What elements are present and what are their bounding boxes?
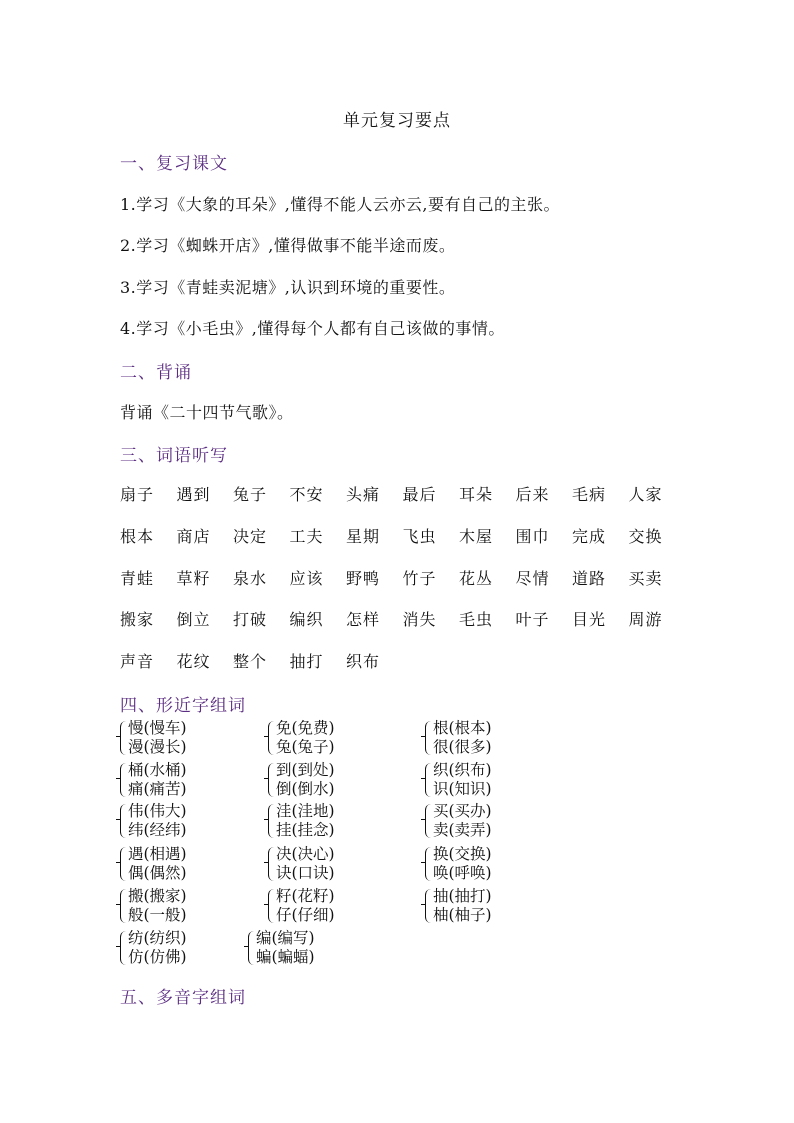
vocab-word: 叶子 [515,610,550,629]
char-pair [120,929,187,967]
char-pair [120,887,187,925]
section-heading-similar-chars: 四、形近字组词 [120,696,246,716]
vocab-word: 怎样 [346,610,381,629]
char-word: 遇(相遇) [128,845,187,863]
section-heading-polyphones: 五、多音字组词 [120,988,246,1008]
char-pair [120,719,187,757]
char-word: 挂(挂念) [276,821,335,839]
char-word: 仿(仿佛) [128,948,187,966]
vocab-word: 青蛙 [120,569,155,588]
char-pair [268,719,335,757]
vocab-word: 野鸭 [346,569,381,588]
vocab-word: 耳朵 [459,485,494,504]
char-pair [248,929,315,967]
brace-mark [425,763,431,797]
brace-mark [120,763,126,797]
review-item-4: 4.学习《小毛虫》,懂得每个人都有自己该做的事情。 [120,319,505,338]
vocab-word: 织布 [346,652,381,671]
vocab-word: 泉水 [233,569,268,588]
vocab-word: 倒立 [176,610,211,629]
brace-mark [120,804,126,838]
brace-mark [268,721,274,755]
char-word: 桶(水桶) [128,761,187,779]
vocab-word: 草籽 [176,569,211,588]
char-pair [120,802,187,840]
vocab-word: 周游 [628,610,663,629]
char-word: 籽(花籽) [276,887,335,905]
char-word: 般(一般) [128,906,187,924]
brace-mark [268,847,274,881]
char-word: 织(织布) [433,761,492,779]
vocab-word: 尽情 [515,569,550,588]
page-title: 单元复习要点 [343,111,451,131]
vocab-word: 最后 [402,485,437,504]
char-word: 很(很多) [433,738,492,756]
section-heading-dictation: 三、词语听写 [120,446,228,466]
vocab-word: 应该 [289,569,324,588]
vocab-word: 整个 [233,652,268,671]
brace-mark [268,889,274,923]
char-word: 蝙(蝙蝠) [256,948,315,966]
brace-mark [248,931,254,965]
vocab-word: 人家 [628,485,663,504]
vocab-word: 目光 [572,610,607,629]
char-word: 免(免费) [276,719,335,737]
recite-text: 背诵《二十四节气歌》。 [120,403,294,422]
vocab-word: 后来 [515,485,550,504]
char-word: 卖(卖弄) [433,821,492,839]
char-pair [120,761,187,799]
char-word: 慢(慢车) [128,719,187,737]
brace-mark [425,889,431,923]
vocab-word: 抽打 [289,652,324,671]
char-word: 漫(漫长) [128,738,187,756]
brace-mark [425,847,431,881]
char-pair [268,887,335,925]
char-word: 根(根本) [433,719,492,737]
brace-mark [120,721,126,755]
vocab-word: 决定 [233,527,268,546]
vocab-word: 消失 [402,610,437,629]
vocab-word: 编织 [289,610,324,629]
char-word: 偶(偶然) [128,864,187,882]
vocab-word: 根本 [120,527,155,546]
char-word: 纬(经纬) [128,821,187,839]
char-pair [425,761,492,799]
char-word: 倒(倒水) [276,780,335,798]
review-item-1: 1.学习《大象的耳朵》,懂得不能人云亦云,要有自己的主张。 [120,195,560,214]
vocab-word: 打破 [233,610,268,629]
vocab-word: 交换 [628,527,663,546]
char-word: 诀(口诀) [276,864,335,882]
char-pair [268,845,335,883]
vocab-word: 围巾 [515,527,550,546]
char-word: 痛(痛苦) [128,780,187,798]
vocab-word: 道路 [572,569,607,588]
brace-mark [268,763,274,797]
char-pair [425,802,492,840]
vocab-word: 声音 [120,652,155,671]
char-word: 买(买办) [433,802,492,820]
char-word: 伟(伟大) [128,802,187,820]
vocab-word: 花丛 [459,569,494,588]
section-heading-recite: 二、背诵 [120,363,192,383]
char-word: 兔(兔子) [276,738,335,756]
char-word: 识(知识) [433,780,492,798]
vocab-word: 花纹 [176,652,211,671]
char-pair [425,845,492,883]
brace-mark [425,804,431,838]
brace-mark [268,804,274,838]
vocab-word: 飞虫 [402,527,437,546]
vocab-word: 木屋 [459,527,494,546]
vocab-word: 完成 [572,527,607,546]
char-word: 仔(仔细) [276,906,335,924]
vocab-word: 遇到 [176,485,211,504]
vocab-word: 星期 [346,527,381,546]
vocab-word: 头痛 [346,485,381,504]
vocab-word: 搬家 [120,610,155,629]
char-pair [425,719,492,757]
vocab-word: 商店 [176,527,211,546]
char-word: 搬(搬家) [128,887,187,905]
vocab-word: 毛虫 [459,610,494,629]
char-pair [425,887,492,925]
vocab-word: 工夫 [289,527,324,546]
char-word: 换(交换) [433,845,492,863]
char-pair [268,802,335,840]
char-word: 洼(洼地) [276,802,335,820]
char-word: 决(决心) [276,845,335,863]
vocab-word: 不安 [289,485,324,504]
brace-mark [120,889,126,923]
char-word: 到(到处) [276,761,335,779]
vocab-word: 买卖 [628,569,663,588]
review-item-3: 3.学习《青蛙卖泥塘》,认识到环境的重要性。 [120,278,456,297]
brace-mark [120,931,126,965]
char-word: 柚(柚子) [433,906,492,924]
vocab-word: 兔子 [233,485,268,504]
char-pair [120,845,187,883]
section-heading-review: 一、复习课文 [120,154,228,174]
review-item-2: 2.学习《蜘蛛开店》,懂得做事不能半途而废。 [120,236,456,255]
char-word: 纺(纺织) [128,929,187,947]
vocab-word: 扇子 [120,485,155,504]
char-pair [268,761,335,799]
brace-mark [425,721,431,755]
char-word: 唤(呼唤) [433,864,492,882]
char-word: 编(编写) [256,929,315,947]
brace-mark [120,847,126,881]
vocab-word: 毛病 [572,485,607,504]
vocab-word: 竹子 [402,569,437,588]
char-word: 抽(抽打) [433,887,492,905]
